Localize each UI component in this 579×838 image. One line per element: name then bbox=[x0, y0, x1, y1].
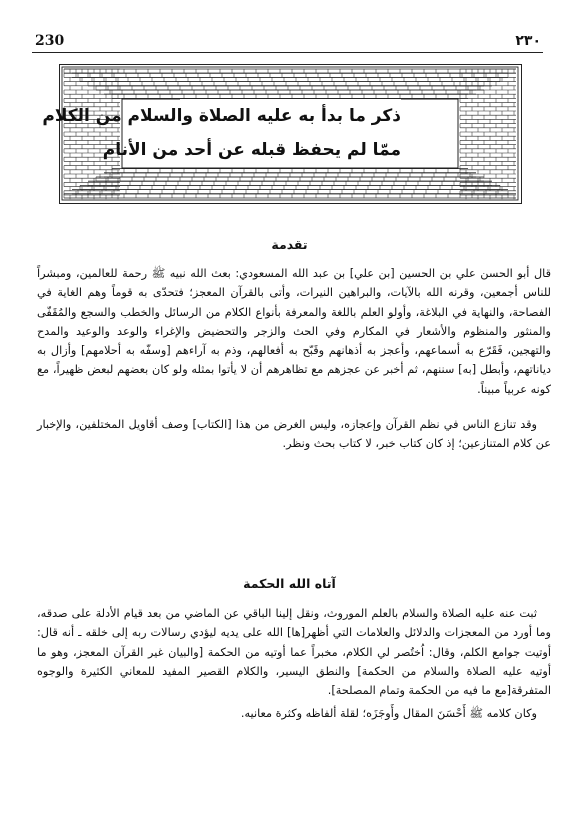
paragraph: قال أبو الحسن علي بن الحسين [بن علي] بن عبد الله المسعودي: بعث الله نبيه ﷺ رحمة للعالمين، ومبشراً للناس أجمعين، وقرنه الله بالآيات، والبراهين النيرات، وأتى بالقرآن المعجز؛ فتحدّى به قوماً وهم الغاية في الفصاحة، والنهاية في البلاغة، وأولو العلم باللغة والمعرفة بأنواع الكلام من الرسائل والخطب والسجع والمُقَفّى والمنثور والمنظوم والأشعار في المكارم وفي الحث والزجر والتحضيض والإغراء والوعد والوعيد والمدح والتهجين، فَقَرّع به أسماعهم، وأعجز به أذهانهم وقَبّح به أفعالهم، وذم به آراءهم [وسفّه به أحلامهم] وأزال به دياناتهم، وأبطل [به] سننهم، ثم أخبر عن عجزهم مع تظاهرهم أن لا يأتوا بمثله ولو كان بعضهم لبعض ظهيراً، مع كونه عربياً مبيناً. bbox=[37, 267, 551, 396]
paragraph: وكان كلامه ﷺ أَحْسَنَ المقال وأَوجَزَه؛ لقلة ألفاظه وكثرة معانيه. bbox=[240, 707, 537, 721]
chapter-title bbox=[42, 99, 401, 167]
page-number-arabic: ٢٣٠ bbox=[515, 33, 541, 49]
chapter-title-line-2: ممّا لم يحفظ قبله عن أحد من الأنام bbox=[102, 140, 401, 160]
page-number-western: 230 bbox=[35, 33, 65, 49]
section-heading-wisdom: آتاه الله الحكمة bbox=[243, 576, 336, 591]
paragraph: ثبت عنه عليه الصلاة والسلام بالعلم الموروث، ونقل إلينا الباقي عن الماضي من بعد قيام الأدلة على صدقه، وما أورد من المعجزات والدلائل والعلامات التي أظهر[ها] الله على يديه ليؤدي رسالات ربه إلى خلقه ـ أنه قال: أوتيت جوامع الكلم، وقال: اُختُصر لي الكلام، مخبراً عما أوتيه من الحكمة [والبيان غير القرآن المعجز، وهو ما أوتيه عليه الصلاة والسلام من الحكمة] والنطق اليسير، والكلام القصير المفيد للمعاني الكثيرة والوجوه المتفرقة[مع ما فيه من الحكمة وتمام المصلحة]. bbox=[37, 607, 551, 698]
chapter-title-line-1: ذكر ما بدأ به عليه الصلاة والسلام من الكلام bbox=[42, 106, 401, 126]
section-body-intro bbox=[37, 264, 551, 454]
header-rule bbox=[32, 52, 543, 53]
paragraph: وقد تنازع الناس في نظم القرآن وإعجازه، وليس الغرض من هذا [الكتاب] وصف أقاويل المختلفين، والإخبار عن كلام المتنازعين؛ إذ كان كتاب خبر، لا كتاب بحث ونظر. bbox=[37, 418, 551, 451]
section-body-wisdom bbox=[37, 604, 551, 724]
section-heading-intro: تقدمة bbox=[271, 237, 308, 252]
chapter-title-frame bbox=[42, 64, 522, 204]
